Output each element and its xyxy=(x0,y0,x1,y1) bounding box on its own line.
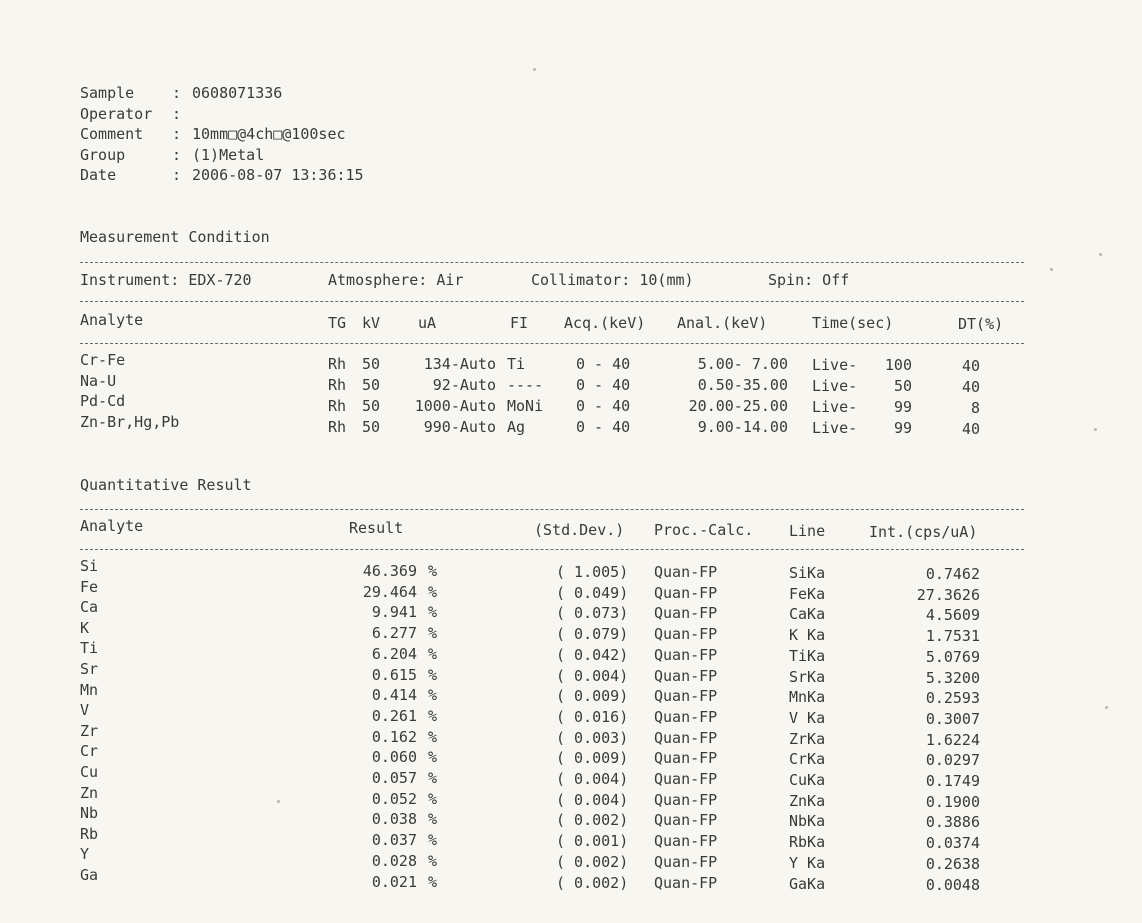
divider xyxy=(80,549,1024,550)
header-label-group: Group xyxy=(80,146,126,164)
cell-tg: Rh xyxy=(328,418,347,436)
cell-unit: % xyxy=(428,789,438,808)
cell-unit: % xyxy=(428,769,438,787)
cell-stddev: ( 0.003) xyxy=(556,728,629,747)
cell-result: 29.464 xyxy=(362,582,417,601)
cell-stddev: ( 0.009) xyxy=(556,749,629,768)
cell-acq: 0 - 40 xyxy=(576,376,631,394)
cell-proc: Quan-FP xyxy=(654,770,718,788)
cell-unit: % xyxy=(428,603,438,622)
cell-int: 0.1749 xyxy=(925,772,980,790)
cell-fi: Ag xyxy=(507,418,526,436)
cell-unit: % xyxy=(428,665,438,684)
cell-time-mode: Live- xyxy=(812,398,858,416)
col-int: Int.(cps/uA) xyxy=(869,523,978,541)
divider xyxy=(80,509,1024,510)
cell-proc: Quan-FP xyxy=(654,666,718,685)
paper-speck xyxy=(1094,428,1097,431)
cell-result: 0.028 xyxy=(371,851,417,870)
header-sep: : xyxy=(172,125,182,143)
cell-int: 0.3886 xyxy=(925,813,980,832)
cell-result: 6.204 xyxy=(371,644,417,663)
cell-fi: MoNi xyxy=(507,397,544,415)
cell-kv: 50 xyxy=(362,397,381,415)
cell-result: 0.021 xyxy=(371,872,417,891)
cell-line: CuKa xyxy=(789,771,826,789)
cell-stddev: ( 0.073) xyxy=(556,604,629,623)
cell-acq: 0 - 40 xyxy=(576,355,631,373)
cell-int: 4.5609 xyxy=(925,606,980,625)
cell-proc: Quan-FP xyxy=(654,625,718,644)
cell-proc: Quan-FP xyxy=(654,728,718,747)
cell-unit: % xyxy=(428,644,438,663)
header-sep: : xyxy=(172,146,182,164)
cell-analyte: Zr xyxy=(80,721,99,740)
paper-speck xyxy=(1099,253,1102,256)
col-time: Time(sec) xyxy=(812,314,894,332)
col-kv: kV xyxy=(362,314,381,332)
cell-kv: 50 xyxy=(362,355,381,373)
cell-analyte: Nb xyxy=(80,804,99,823)
header-label-operator: Operator xyxy=(80,105,153,123)
measurement-title: Measurement Condition xyxy=(80,228,270,246)
cell-time-mode: Live- xyxy=(812,377,858,395)
header-label-sample: Sample xyxy=(80,84,135,102)
col-line: Line xyxy=(789,522,826,540)
cell-unit: % xyxy=(428,727,438,746)
cell-int: 1.7531 xyxy=(925,627,980,646)
cell-stddev: ( 0.004) xyxy=(556,666,629,685)
paper-speck xyxy=(277,800,280,803)
cell-tg: Rh xyxy=(328,355,347,373)
cell-tg: Rh xyxy=(328,397,347,415)
cell-ua: 134-Auto xyxy=(423,355,496,373)
col-stddev: (Std.Dev.) xyxy=(534,521,625,539)
cell-proc: Quan-FP xyxy=(654,790,718,809)
cell-unit: % xyxy=(428,810,438,829)
cell-analyte: Pd-Cd xyxy=(80,392,126,411)
cell-proc: Quan-FP xyxy=(654,687,718,706)
comment-value: 10mm□@4ch□@100sec xyxy=(192,125,346,143)
cell-line: SrKa xyxy=(789,667,826,686)
cell-result: 0.060 xyxy=(371,748,417,767)
date-value: 2006-08-07 13:36:15 xyxy=(192,166,364,184)
cell-kv: 50 xyxy=(362,418,381,436)
cell-int: 27.3626 xyxy=(916,585,980,604)
cell-time: 99 xyxy=(893,419,912,437)
cell-time: 50 xyxy=(893,377,912,395)
divider xyxy=(80,343,1024,344)
cell-result: 46.369 xyxy=(362,562,417,580)
divider xyxy=(80,262,1024,263)
col-fi: FI xyxy=(510,314,529,332)
cell-analyte: Si xyxy=(80,557,99,575)
cell-line: Y Ka xyxy=(789,853,826,872)
cell-time: 99 xyxy=(893,398,912,416)
instrument-label: Instrument: EDX-720 xyxy=(80,271,252,289)
cell-unit: % xyxy=(428,686,438,705)
cell-line: FeKa xyxy=(789,584,826,603)
sample-id: 0608071336 xyxy=(192,84,283,102)
col-ua: uA xyxy=(418,314,437,332)
cell-time-mode: Live- xyxy=(812,419,858,437)
cell-result: 9.941 xyxy=(371,603,417,622)
cell-analyte: Cr xyxy=(80,742,99,761)
quantitative-title: Quantitative Result xyxy=(80,476,252,494)
col-acq: Acq.(keV) xyxy=(564,314,646,332)
cell-dt: 40 xyxy=(961,378,980,396)
cell-unit: % xyxy=(428,851,438,870)
group-value: (1)Metal xyxy=(192,146,265,164)
cell-analyte: Ti xyxy=(80,639,99,658)
cell-stddev: ( 0.004) xyxy=(556,770,629,788)
cell-proc: Quan-FP xyxy=(654,604,718,623)
cell-anal: 5.00- 7.00 xyxy=(697,355,788,373)
cell-proc: Quan-FP xyxy=(654,832,718,851)
atmosphere-label: Atmosphere: Air xyxy=(328,271,464,289)
cell-result: 0.057 xyxy=(371,769,417,787)
cell-line: SiKa xyxy=(789,564,826,582)
cell-line: V Ka xyxy=(789,708,826,727)
cell-result: 0.162 xyxy=(371,727,417,746)
cell-proc: Quan-FP xyxy=(654,583,718,602)
cell-analyte: Cu xyxy=(80,763,99,781)
cell-ua: 92-Auto xyxy=(432,376,496,394)
cell-acq: 0 - 40 xyxy=(576,418,631,436)
cell-line: TiKa xyxy=(789,646,826,665)
col-dt: DT(%) xyxy=(958,315,1004,333)
cell-analyte: Sr xyxy=(80,660,99,678)
cell-line: RbKa xyxy=(789,833,826,852)
cell-dt: 40 xyxy=(961,357,980,375)
cell-analyte: V xyxy=(80,701,90,720)
cell-ua: 990-Auto xyxy=(423,418,496,436)
cell-proc: Quan-FP xyxy=(654,563,718,581)
cell-unit: % xyxy=(428,831,438,850)
cell-anal: 0.50-35.00 xyxy=(697,376,788,394)
cell-int: 5.0769 xyxy=(925,647,980,666)
collimator-label: Collimator: 10(mm) xyxy=(531,271,694,289)
cell-ua: 1000-Auto xyxy=(414,397,496,415)
cell-result: 0.414 xyxy=(371,686,417,705)
cell-result: 0.038 xyxy=(371,810,417,829)
cell-unit: % xyxy=(428,624,438,643)
cell-int: 0.1900 xyxy=(925,792,980,811)
cell-analyte: Cr-Fe xyxy=(80,351,126,369)
cell-stddev: ( 0.049) xyxy=(556,583,629,602)
col-analyte: Analyte xyxy=(80,311,144,329)
cell-line: CrKa xyxy=(789,750,826,769)
cell-proc: Quan-FP xyxy=(654,873,718,892)
header-label-comment: Comment xyxy=(80,125,144,143)
cell-proc: Quan-FP xyxy=(654,645,718,664)
cell-line: NbKa xyxy=(789,812,826,831)
cell-stddev: ( 0.009) xyxy=(556,687,629,706)
divider xyxy=(80,301,1024,302)
header-label-date: Date xyxy=(80,166,117,184)
cell-analyte: Ga xyxy=(80,866,99,884)
cell-stddev: ( 0.016) xyxy=(556,707,629,726)
cell-proc: Quan-FP xyxy=(654,811,718,830)
cell-fi: ---- xyxy=(507,376,544,394)
col-analyte: Analyte xyxy=(80,517,144,535)
cell-result: 0.615 xyxy=(371,665,417,684)
cell-line: CaKa xyxy=(789,605,826,624)
cell-unit: % xyxy=(428,582,438,601)
cell-stddev: ( 0.042) xyxy=(556,645,629,664)
cell-int: 1.6224 xyxy=(925,730,980,749)
cell-proc: Quan-FP xyxy=(654,749,718,768)
cell-unit: % xyxy=(428,706,438,725)
cell-stddev: ( 0.001) xyxy=(556,832,629,851)
cell-int: 0.2638 xyxy=(925,854,980,873)
cell-analyte: Zn-Br,Hg,Pb xyxy=(80,413,180,432)
cell-anal: 20.00-25.00 xyxy=(688,397,788,415)
col-result: Result xyxy=(349,519,404,537)
cell-analyte: Zn xyxy=(80,783,99,802)
header-sep: : xyxy=(172,166,182,184)
cell-proc: Quan-FP xyxy=(654,852,718,871)
cell-acq: 0 - 40 xyxy=(576,397,631,415)
cell-dt: 8 xyxy=(970,399,980,417)
cell-anal: 9.00-14.00 xyxy=(697,418,788,436)
spin-label: Spin: Off xyxy=(768,271,850,289)
paper-speck xyxy=(1050,268,1053,271)
cell-tg: Rh xyxy=(328,376,347,394)
cell-analyte: Na-U xyxy=(80,371,117,390)
header-sep: : xyxy=(172,84,182,102)
cell-stddev: ( 0.004) xyxy=(556,790,629,809)
cell-line: ZrKa xyxy=(789,729,826,748)
cell-fi: Ti xyxy=(507,355,526,373)
cell-int: 0.0374 xyxy=(925,834,980,853)
cell-int: 0.3007 xyxy=(925,709,980,728)
cell-analyte: Fe xyxy=(80,577,99,596)
cell-int: 5.3200 xyxy=(925,668,980,687)
paper-speck xyxy=(533,68,536,71)
col-anal: Anal.(keV) xyxy=(677,314,768,332)
cell-line: K Ka xyxy=(789,626,826,645)
cell-analyte: Rb xyxy=(80,824,99,843)
cell-stddev: ( 0.002) xyxy=(556,852,629,871)
cell-analyte: Mn xyxy=(80,680,99,699)
cell-time: 100 xyxy=(884,356,912,374)
cell-time-mode: Live- xyxy=(812,356,858,374)
cell-kv: 50 xyxy=(362,376,381,394)
cell-unit: % xyxy=(428,872,438,891)
header-sep: : xyxy=(172,105,182,123)
cell-line: GaKa xyxy=(789,874,826,893)
cell-stddev: ( 1.005) xyxy=(556,563,629,581)
col-proc: Proc.-Calc. xyxy=(654,521,754,539)
cell-analyte: K xyxy=(80,618,90,637)
cell-result: 0.261 xyxy=(371,706,417,725)
cell-unit: % xyxy=(428,562,438,580)
cell-dt: 40 xyxy=(961,420,980,438)
cell-int: 0.2593 xyxy=(925,689,980,708)
cell-proc: Quan-FP xyxy=(654,707,718,726)
cell-stddev: ( 0.002) xyxy=(556,873,629,892)
cell-int: 0.0297 xyxy=(925,751,980,770)
cell-line: ZnKa xyxy=(789,791,826,810)
cell-stddev: ( 0.079) xyxy=(556,625,629,644)
cell-result: 6.277 xyxy=(371,624,417,643)
cell-int: 0.7462 xyxy=(925,565,980,583)
cell-line: MnKa xyxy=(789,688,826,707)
cell-stddev: ( 0.002) xyxy=(556,811,629,830)
cell-analyte: Y xyxy=(80,845,90,864)
cell-result: 0.052 xyxy=(371,789,417,808)
col-tg: TG xyxy=(328,314,347,332)
cell-result: 0.037 xyxy=(371,831,417,850)
paper-speck xyxy=(1105,706,1108,709)
cell-int: 0.0048 xyxy=(925,875,980,894)
cell-analyte: Ca xyxy=(80,598,99,617)
cell-unit: % xyxy=(428,748,438,767)
